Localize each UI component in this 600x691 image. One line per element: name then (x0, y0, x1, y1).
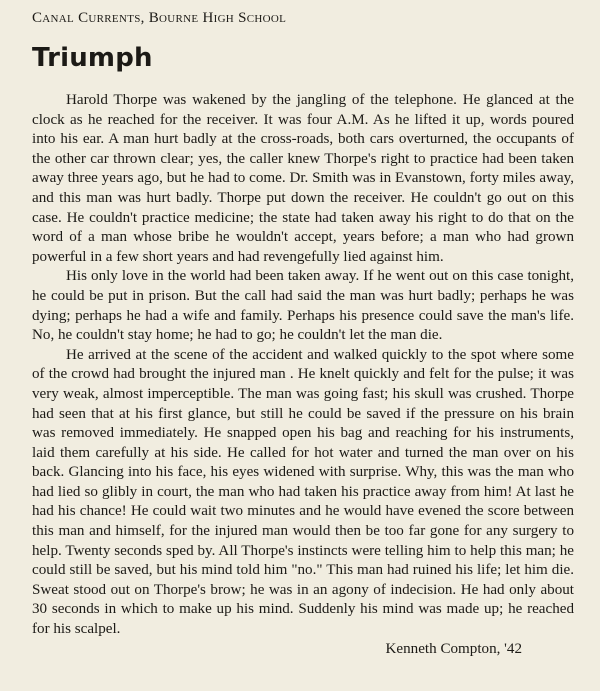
story-body (32, 91, 574, 640)
paragraph-3: He arrived at the scene of the accident and walked quickly to the spot where some of the crowd had brought the injured man . He knelt quickly and felt for the pulse; it was very weak, almost imperceptible. The man was going fast; his skull was crushed. Thorpe had seen that at his first glance, but still he could be saved if the pressure on his brain was removed immediately. He snapped open his bag and reaching for his instruments, laid them carefully at his side. He called for hot water and turned the man over on his back. Glancing into his face, his eyes widened with surprise. Why, this was the man who had lied so glibly in court, the man who had taken his practice away from him! At last he had his chance! He could wait two minutes and he would have evened the score between this man and himself, for the injured man would then be too far gone for any surgery to help. Twenty seconds sped by. All Thorpe's instincts were telling him to help this man; he could still be saved, but his mind told him "no." This man had ruined his life; let him die. Sweat stood out on Thorpe's brow; he was in an agony of indecision. He had only about 30 seconds in which to make up his mind. Suddenly his mind was made up; he reached for his scalpel. (32, 346, 574, 638)
story-title: Triumph (32, 43, 153, 73)
paragraph-2: His only love in the world had been taken away. If he went out on this case tonight, he could be put in prison. But the call had said the man was hurt badly; perhaps he was dying; perhaps he had a wife and family. Perhaps his presence could save the man's life. No, he couldn't stay home; he had to go; he couldn't let the man die. (32, 268, 574, 344)
running-head: Canal Currents, Bourne High School (32, 10, 287, 26)
author-byline: Kenneth Compton, '42 (385, 640, 522, 657)
paragraph-1: Harold Thorpe was wakened by the jangling of the telephone. He glanced at the clock as he reached for the receiver. It was four A.M. As he lifted it up, words poured into his ear. A man hurt badly at the cross-roads, both cars overturned, the occupants of the other car thrown clear; yes, the caller knew Thorpe's right to practice had been taken away three years ago, but he had to come. Dr. Smith was in Evanstown, forty miles away, and this man was hurt badly. Thorpe put down the receiver. He couldn't go out on this case. He couldn't practice medicine; the state had taken away his right to do that on the word of a man whose bribe he wouldn't accept, years before; a man who had grown powerful in a few short years and had revengefully lied against him. (32, 92, 574, 265)
